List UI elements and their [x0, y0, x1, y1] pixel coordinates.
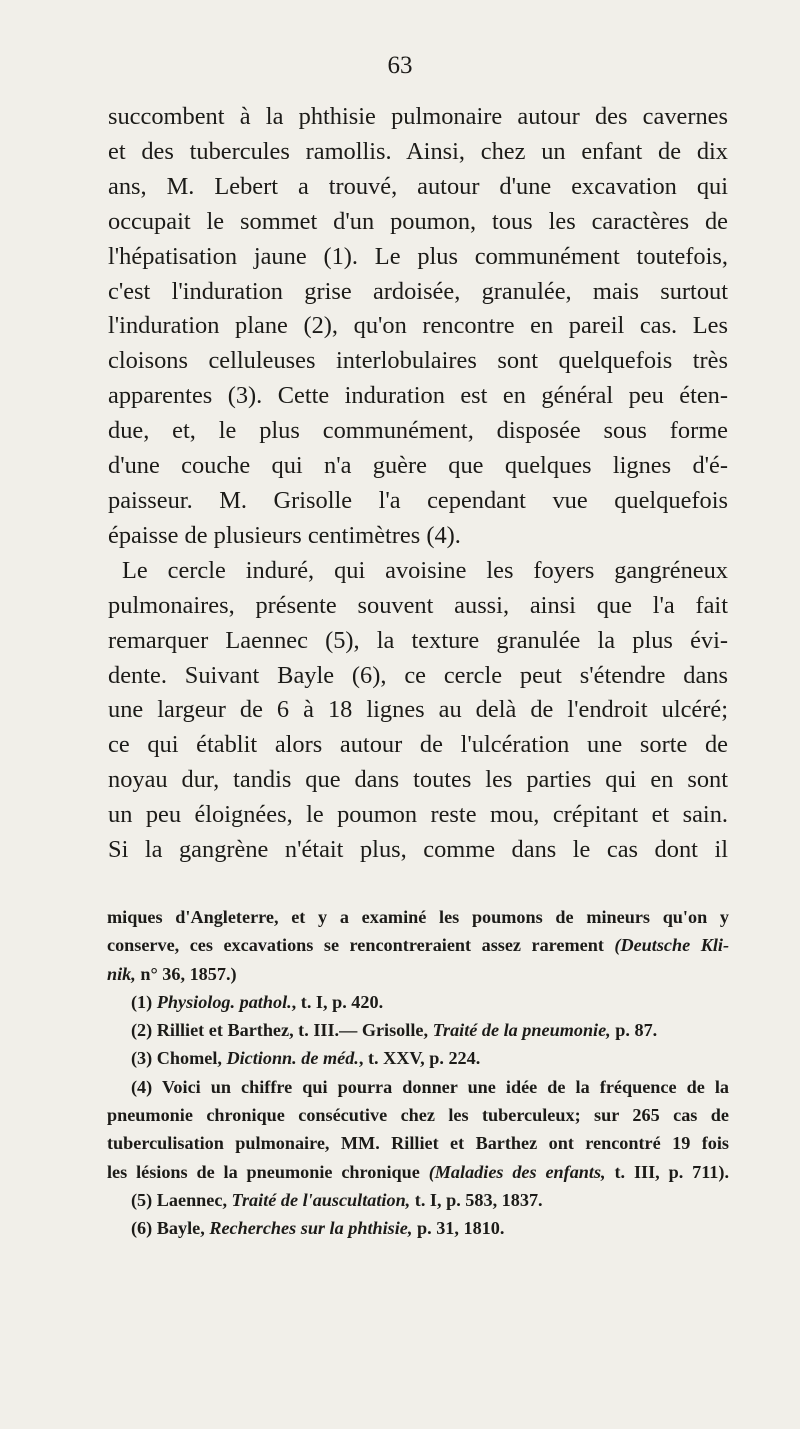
body-line: noyau dur, tandis que dans toutes les parties qui en sont: [108, 766, 728, 794]
body-line: due, et, le plus communément, disposée sous forme: [108, 417, 728, 445]
body-line: l'hépatisation jaune (1). Le plus communément toutefois,: [108, 242, 728, 270]
footnotes: [107, 903, 729, 1243]
body-line: dente. Suivant Bayle (6), ce cercle peut s'étendre dans: [108, 661, 728, 689]
body-line: c'est l'induration grise ardoisée, granulée, mais surtout: [108, 277, 728, 305]
body-line: succombent à la phthisie pulmonaire autour des cavernes: [108, 103, 728, 130]
body-line: une largeur de 6 à 18 lignes au delà de l'endroit ulcéré;: [108, 696, 728, 724]
body-line: épaisse de plusieurs centimètres (4).: [108, 521, 461, 549]
footnote-line: tuberculisation pulmonaire, MM. Rilliet et Barthez ont rencontré 19 fois: [107, 1133, 729, 1154]
footnote-line: nik, n° 36, 1857.): [107, 963, 237, 984]
body-text: [108, 100, 728, 868]
body-line: ans, M. Lebert a trouvé, autour d'une excavation qui: [108, 172, 728, 200]
body-line: cloisons celluleuses interlobulaires sont quelquefois très: [108, 347, 728, 375]
body-line: pulmonaires, présente souvent aussi, ainsi que l'a fait: [108, 591, 728, 619]
footnote-line: les lésions de la pneumonie chronique (Maladies des enfants, t. III, p. 711).: [107, 1161, 730, 1182]
footnote-5: (5) Laennec, Traité de l'auscultation, t. I, p. 583, 1837.: [131, 1189, 543, 1210]
footnote-3: (3) Chomel, Dictionn. de méd., t. XXV, p. 224.: [131, 1048, 481, 1069]
footnote-line: pneumonie chronique consécutive chez les tuberculeux; sur 265 cas de: [107, 1105, 729, 1126]
body-line: Le cercle induré, qui avoisine les foyers gangréneux: [122, 556, 728, 584]
body-line: l'induration plane (2), qu'on rencontre en pareil cas. Les: [108, 312, 728, 340]
body-line: apparentes (3). Cette induration est en général peu éten-: [108, 382, 728, 410]
footnote-line: conserve, ces excavations se rencontreraient assez rarement (Deutsche Kli-: [107, 935, 729, 956]
body-line: un peu éloignées, le poumon reste mou, crépitant et sain.: [108, 801, 728, 829]
body-line: d'une couche qui n'a guère que quelques lignes d'é-: [108, 452, 728, 480]
footnote-6: (6) Bayle, Recherches sur la phthisie, p. 31, 1810.: [131, 1218, 505, 1239]
body-line: paisseur. M. Grisolle l'a cependant vue quelquefois: [108, 486, 728, 514]
page-number: 63: [387, 52, 413, 79]
body-line: et des tubercules ramollis. Ainsi, chez un enfant de dix: [108, 137, 728, 165]
footnote-line: miques d'Angleterre, et y a examiné les poumons de mineurs qu'on y: [107, 907, 729, 927]
body-line: Si la gangrène n'était plus, comme dans le cas dont il: [108, 836, 728, 864]
body-line: ce qui établit alors autour de l'ulcération une sorte de: [108, 731, 728, 759]
footnote-4: (4) Voici un chiffre qui pourra donner une idée de la fréquence de la: [131, 1076, 729, 1097]
footnote-1: (1) Physiolog. pathol., t. I, p. 420.: [131, 991, 384, 1012]
footnote-2: (2) Rilliet et Barthez, t. III.— Grisolle, Traité de la pneumonie, p. 87.: [131, 1020, 658, 1041]
body-line: remarquer Laennec (5), la texture granulée la plus évi-: [108, 626, 728, 654]
body-line: occupait le sommet d'un poumon, tous les caractères de: [108, 207, 728, 235]
